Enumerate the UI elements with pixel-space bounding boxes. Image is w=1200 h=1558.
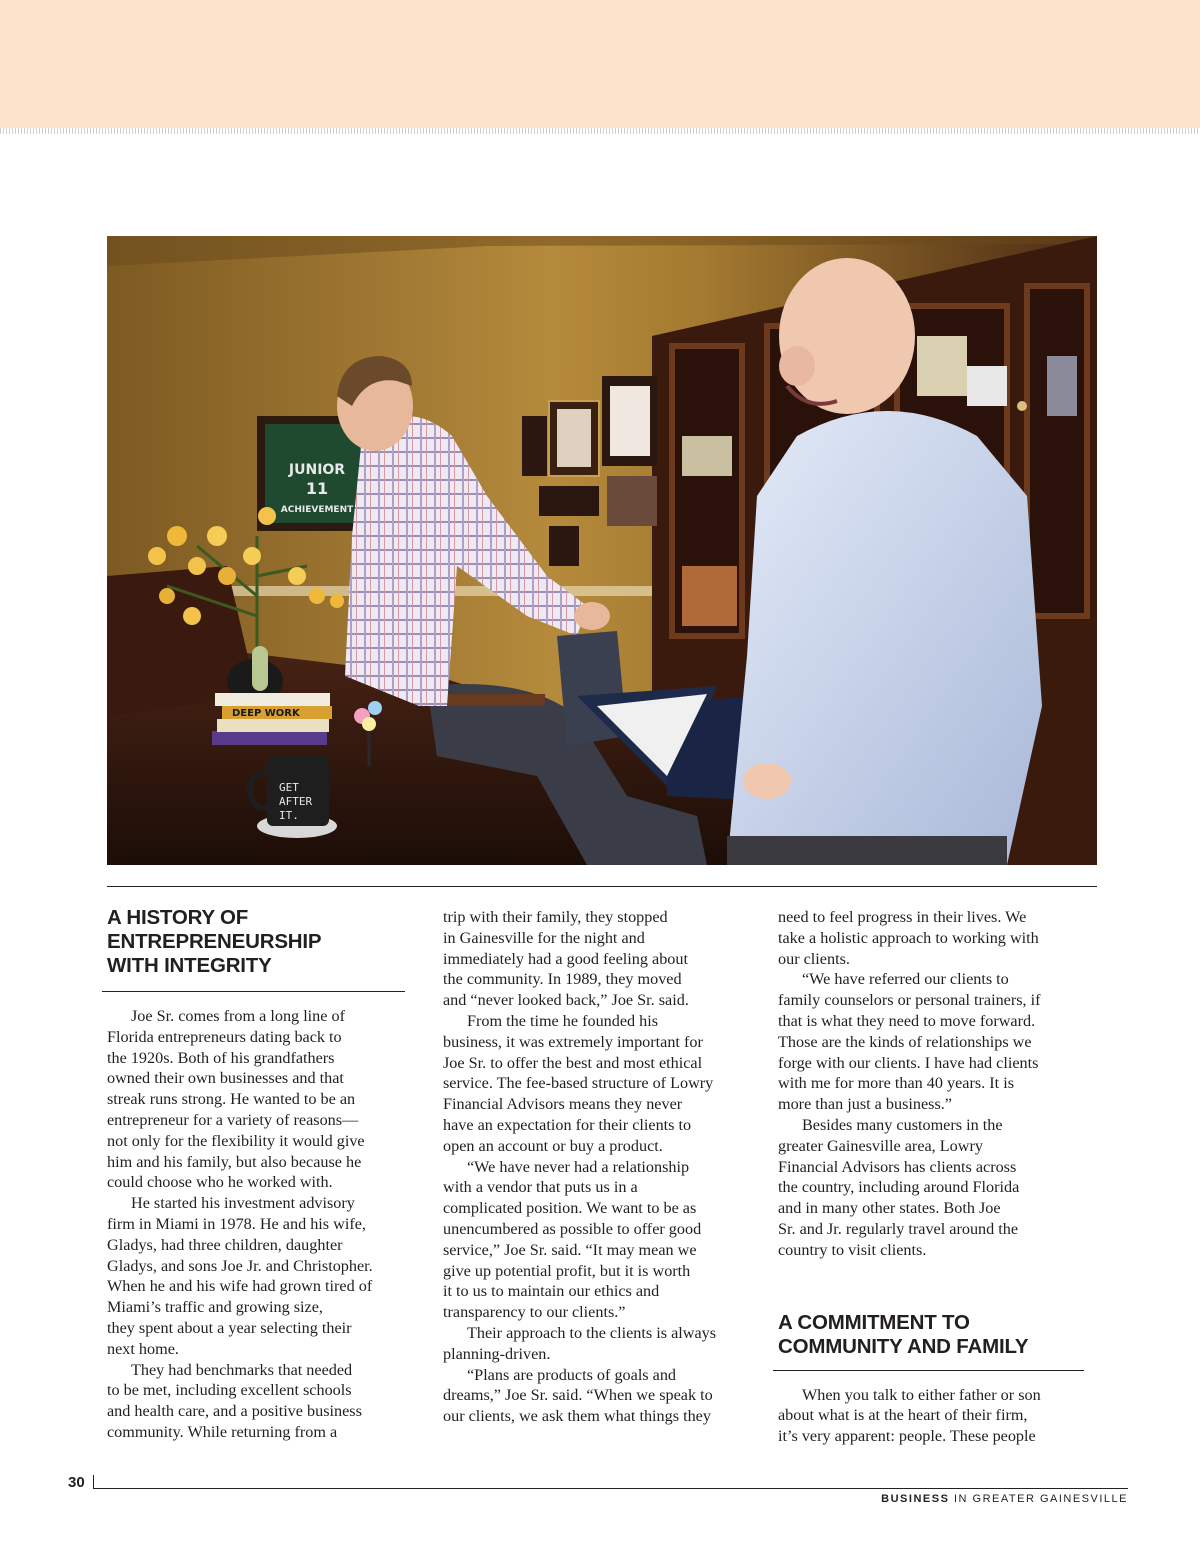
text-line: could choose who he worked with. xyxy=(107,1173,333,1192)
text-line: have an expectation for their clients to xyxy=(443,1115,692,1134)
text-line: with a vendor that puts us in a xyxy=(443,1178,638,1197)
text-line: the community. In 1989, they moved xyxy=(443,970,682,989)
text-line: in Gainesville for the night and xyxy=(443,928,645,947)
text-line: “Plans are products of goals and xyxy=(467,1365,677,1384)
heading-line: A COMMITMENT TO xyxy=(778,1310,970,1334)
running-head-bold: BUSINESS xyxy=(881,1493,950,1505)
text-line: service. The fee-based structure of Lowry xyxy=(443,1074,714,1093)
book-title: DEEP WORK xyxy=(232,708,300,719)
text-line: they spent about a year selecting their xyxy=(107,1318,352,1337)
text-line: When you talk to either father or son xyxy=(802,1385,1041,1404)
text-line: Joe Sr. comes from a long line of xyxy=(131,1007,345,1025)
section-heading-community xyxy=(778,1311,1090,1359)
text-line: unencumbered as possible to offer good xyxy=(443,1219,702,1238)
text-line: open an account or buy a product. xyxy=(443,1136,663,1155)
text-line: Gladys, and sons Joe Jr. and Christopher. xyxy=(107,1256,373,1275)
text-line: He started his investment advisory xyxy=(131,1194,355,1213)
text-line: Financial Advisors has clients across xyxy=(778,1157,1017,1176)
column-2 xyxy=(443,907,755,1427)
text-line: entrepreneur for a variety of reasons— xyxy=(107,1110,359,1129)
sign-line-3: ACHIEVEMENT xyxy=(280,505,354,515)
text-line: owned their own businesses and that xyxy=(107,1069,344,1088)
text-line: the country, including around Florida xyxy=(778,1178,1020,1197)
header-band-edge xyxy=(0,128,1200,134)
sign-line-2: 11 xyxy=(305,479,329,498)
heading-rule xyxy=(102,991,405,992)
text-line: and in many other states. Both Joe xyxy=(778,1199,1001,1218)
text-line: planning-driven. xyxy=(443,1344,551,1363)
text-line: Their approach to the clients is always xyxy=(467,1323,717,1342)
article-body-col1 xyxy=(107,1006,419,1443)
sign-line-1: JUNIOR xyxy=(288,462,346,478)
heading-line: A HISTORY OF xyxy=(107,906,249,929)
text-line: our clients, we ask them what things they xyxy=(443,1407,711,1426)
text-line: take a holistic approach to working with xyxy=(778,928,1039,947)
text-line: with me for more than 40 years. It is xyxy=(778,1074,1015,1093)
text-line: give up potential profit, but it is worth xyxy=(443,1261,691,1280)
text-line: it’s very apparent: people. These people xyxy=(778,1427,1036,1446)
text-line: our clients. xyxy=(778,949,850,968)
column-3 xyxy=(778,907,1090,1447)
text-line: Florida entrepreneurs dating back to xyxy=(107,1027,342,1046)
text-line: Financial Advisors means they never xyxy=(443,1095,683,1114)
heading-line: WITH INTEGRITY xyxy=(107,954,272,977)
text-line: business, it was extremely important for xyxy=(443,1032,703,1051)
section-heading-history xyxy=(107,906,419,978)
text-line: “We have never had a relationship xyxy=(467,1157,690,1176)
article-body-col3 xyxy=(778,907,1090,1261)
text-line: From the time he founded his xyxy=(467,1011,659,1030)
article-body-col2 xyxy=(443,907,755,1427)
text-line: greater Gainesville area, Lowry xyxy=(778,1136,983,1155)
text-line: need to feel progress in their lives. We xyxy=(778,908,1027,926)
column-1 xyxy=(107,906,419,1443)
page-number: 30 xyxy=(68,1474,85,1491)
text-line: Sr. and Jr. regularly travel around the xyxy=(778,1219,1019,1238)
text-line: that is what they need to move forward. xyxy=(778,1011,1036,1030)
text-line: forge with our clients. I have had clients xyxy=(778,1053,1039,1072)
text-line: service,” Joe Sr. said. “It may mean we xyxy=(443,1240,697,1259)
text-line: dreams,” Joe Sr. said. “When we speak to xyxy=(443,1386,713,1405)
text-line: the 1920s. Both of his grandfathers xyxy=(107,1048,335,1067)
text-line: streak runs strong. He wanted to be an xyxy=(107,1090,356,1109)
footer-rule xyxy=(93,1488,1128,1489)
running-head xyxy=(881,1493,1128,1505)
text-line: not only for the flexibility it would give xyxy=(107,1131,365,1150)
text-line: next home. xyxy=(107,1339,179,1358)
text-line: immediately had a good feeling about xyxy=(443,949,688,968)
text-line: They had benchmarks that needed xyxy=(131,1360,353,1379)
text-line: transparency to our clients.” xyxy=(443,1303,626,1322)
mug-line-1: GET xyxy=(279,781,299,794)
text-line: country to visit clients. xyxy=(778,1240,927,1259)
text-line: firm in Miami in 1978. He and his wife, xyxy=(107,1214,366,1233)
text-line: Those are the kinds of relationships we xyxy=(778,1032,1032,1051)
running-head-rest: IN GREATER GAINESVILLE xyxy=(953,1493,1128,1505)
feature-photo xyxy=(107,236,1097,865)
heading-rule xyxy=(773,1370,1084,1371)
text-line: When he and his wife had grown tired of xyxy=(107,1277,373,1296)
header-band xyxy=(0,0,1200,128)
text-line: him and his family, but also because he xyxy=(107,1152,362,1171)
text-line: complicated position. We want to be as xyxy=(443,1199,697,1218)
photo-caption-rule xyxy=(107,886,1097,887)
article-body-col3-continued xyxy=(778,1385,1090,1447)
text-line: family counselors or personal trainers, if xyxy=(778,991,1041,1010)
text-line: more than just a business.” xyxy=(778,1095,952,1114)
book-stack xyxy=(212,693,332,745)
text-line: Besides many customers in the xyxy=(802,1115,1003,1134)
mug-line-2: AFTER xyxy=(279,795,313,808)
text-line: and health care, and a positive business xyxy=(107,1402,362,1421)
text-line: to be met, including excellent schools xyxy=(107,1381,352,1400)
text-line: about what is at the heart of their firm, xyxy=(778,1406,1028,1425)
text-line: it to us to maintain our ethics and xyxy=(443,1282,660,1301)
text-line: and “never looked back,” Joe Sr. said. xyxy=(443,991,689,1010)
heading-line: ENTREPRENEURSHIP xyxy=(107,930,322,953)
heading-line: COMMUNITY AND FAMILY xyxy=(778,1334,1029,1358)
mug-line-3: IT. xyxy=(279,809,299,822)
text-line: trip with their family, they stopped xyxy=(443,908,668,926)
text-line: “We have referred our clients to xyxy=(802,970,1009,989)
text-line: Gladys, had three children, daughter xyxy=(107,1235,343,1254)
text-line: community. While returning from a xyxy=(107,1422,338,1441)
footer-tick xyxy=(93,1475,94,1489)
text-line: Joe Sr. to offer the best and most ethical xyxy=(443,1053,703,1072)
text-line: Miami’s traffic and growing size, xyxy=(107,1298,323,1317)
